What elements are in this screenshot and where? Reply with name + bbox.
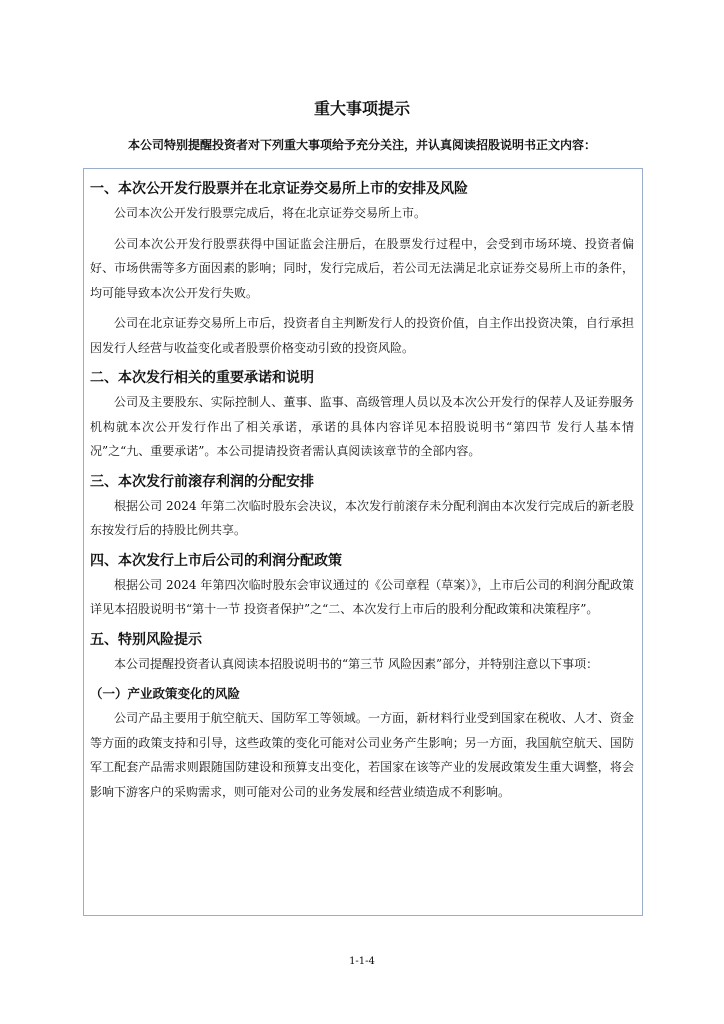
section-heading-4: 四、本次发行上市后公司的利润分配政策	[90, 552, 342, 569]
section-heading-1: 一、本次公开发行股票并在北京证券交易所上市的安排及风险	[90, 181, 468, 197]
page-title: 重大事项提示	[313, 99, 410, 118]
section-heading-3: 三、本次发行前滚存利润的分配安排	[90, 473, 314, 490]
page-subtitle: 本公司特别提醒投资者对下列重大事项给予充分关注，并认真阅读招股说明书正文内容：	[127, 138, 596, 152]
section-heading-2: 二、本次发行相关的重要承诺和说明	[90, 370, 314, 386]
section-2-paragraph-1: 公司及主要股东、实际控制人、董事、监事、高级管理人员以及本次公开发行的保荐人及证券服务机构就本次公开发行作出了相关承诺，承诺的具体内容详见本招股说明书“第四节 发行人基本情况”之“九、重要承诺”。本公司提请投资者需认真阅读该章节的全部内容。	[90, 395, 634, 458]
section-1-paragraph-1: 公司本次公开发行股票完成后，将在北京证券交易所上市。	[114, 206, 427, 220]
section-3-paragraph-1: 根据公司 2024 年第二次临时股东会决议，本次发行前滚存未分配利润由本次发行完成后的新老股东按发行后的持股比例共享。	[90, 498, 634, 537]
page-number: 1-1-4	[349, 956, 375, 967]
section-1-paragraph-3: 公司在北京证券交易所上市后，投资者自主判断发行人的投资价值，自主作出投资决策，自行承担因发行人经营与收益变化或者股票价格变动引致的投资风险。	[90, 316, 634, 355]
section-4-paragraph-1: 根据公司 2024 年第四次临时股东会审议通过的《公司章程（草案）》，上市后公司的利润分配政策详见本招股说明书“第十一节 投资者保护”之“二、本次发行上市后的股利分配政策和决策程序”。	[90, 577, 634, 616]
subsection-paragraph: 公司产品主要用于航空航天、国防军工等领域。一方面，新材料行业受到国家在税收、人才、资金等方面的政策支持和引导，这些政策的变化可能对公司业务产生影响；另一方面，我国航空航天、国防军工配套产品需求则跟随国防建设和预算支出变化，若国家在该等产业的发展政策发生重大调整，将会影响下游客户的采购需求，则可能对公司的业务发展和经营业绩造成不利影响。	[90, 711, 634, 799]
content-box	[83, 168, 643, 916]
subsection-heading: （一）产业政策变化的风险	[90, 686, 241, 701]
section-5-paragraph-1: 本公司提醒投资者认真阅读本招股说明书的“第三节 风险因素”部分，并特别注意以下事项：	[114, 656, 599, 671]
section-heading-5: 五、特别风险提示	[90, 631, 202, 648]
section-1-paragraph-2: 公司本次公开发行股票获得中国证监会注册后，在股票发行过程中，会受到市场环境、投资者偏好、市场供需等多方面因素的影响；同时，发行完成后，若公司无法满足北京证券交易所上市的条件，均可能导致本次公开发行失败。	[90, 236, 634, 300]
